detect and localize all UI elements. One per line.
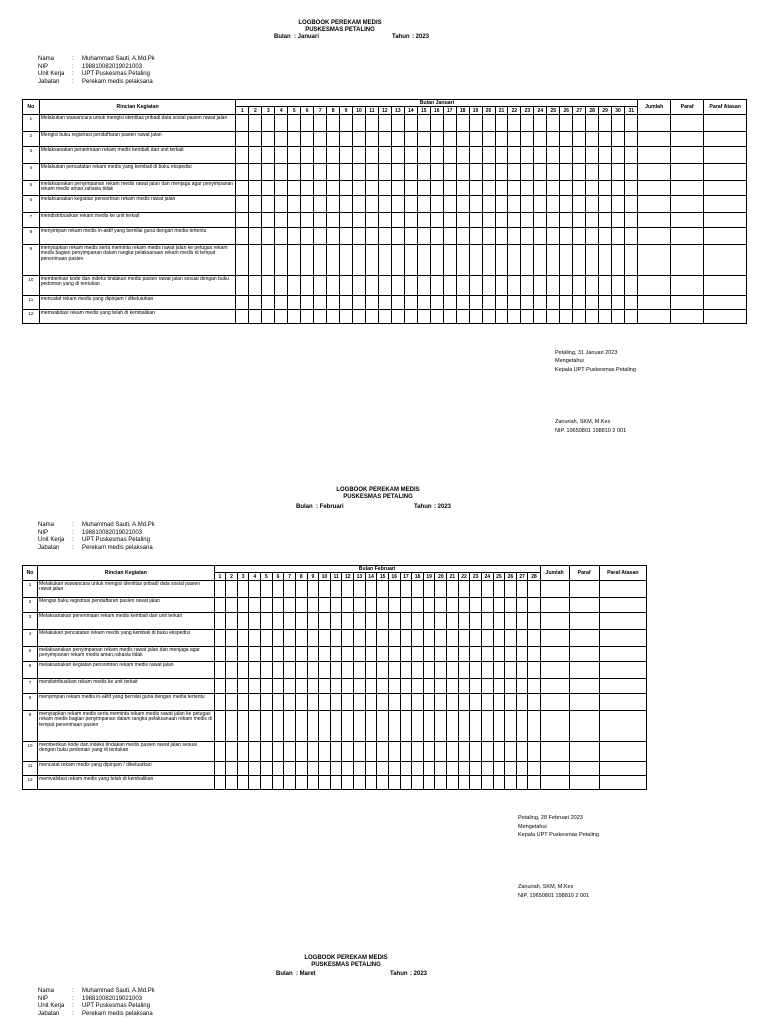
employee-info: Nama : Muhammad Sauti, A.Md.Pk NIP : 198810082019021003 Unit Kerja : UPT Puskesmas Petaling Jabatan : Perekam medis pelaksana	[38, 56, 155, 85]
logbook-subtitle: PUSKESMAS PETALING	[311, 962, 381, 968]
activity-text: menyimpan rekam medis in-aktif yang bernilai guna dengan media tertentu	[39, 228, 236, 245]
unit-kerja-label: Unit Kerja	[38, 1003, 65, 1009]
day-number: 4	[275, 107, 288, 115]
day-number: 27	[573, 107, 586, 115]
day-number: 19	[423, 573, 435, 581]
jabatan-value: Perekam medis pelaksana	[82, 78, 153, 85]
day-number: 27	[516, 573, 528, 581]
day-number: 13	[391, 107, 404, 115]
header-rincian: Rincian Kegiatan	[38, 566, 215, 581]
day-number: 25	[493, 573, 505, 581]
day-number: 12	[378, 107, 391, 115]
sign-nip: NIP. 19650801 198810 2 001	[518, 893, 590, 899]
activity-text: menyimpan rekam medis in-aktif yang bernilai guna dengan media tertentu	[38, 694, 215, 711]
day-number: 1	[214, 573, 226, 581]
day-number: 8	[295, 573, 307, 581]
activity-text: mencatat rekam medis yang dipinjam / dikeluarkan	[38, 762, 215, 776]
day-number: 4	[249, 573, 261, 581]
activity-text: melaksanakan kegiatan pensortiran rekam medis rawat jalan	[38, 662, 215, 679]
tahun-label: Tahun	[414, 504, 432, 510]
activity-text: Melakukan pencatatan rekam medis yang kembali di buku ekspedisi	[39, 164, 236, 181]
activity-no: 8	[23, 694, 38, 711]
unit-kerja-value: UPT Puskesmas Petaling	[82, 537, 150, 543]
logbook-title: LOGBOOK PEREKAM MEDIS	[304, 955, 388, 961]
jabatan-label: Jabatan	[38, 1010, 60, 1017]
day-number: 22	[508, 107, 521, 115]
day-number: 21	[447, 573, 459, 581]
header-jumlah: Jumlah	[638, 100, 670, 115]
activity-no: 1	[23, 581, 38, 598]
day-number: 12	[342, 573, 354, 581]
activity-no: 9	[23, 711, 38, 742]
activity-no: 12	[23, 776, 38, 790]
day-number: 3	[262, 107, 275, 115]
header-rincian: Rincian Kegiatan	[39, 100, 236, 115]
day-number: 29	[599, 107, 612, 115]
jabatan-label: Jabatan	[38, 544, 60, 551]
logbook-title: LOGBOOK PEREKAM MEDIS	[298, 20, 382, 26]
day-number: 22	[458, 573, 470, 581]
day-number: 16	[388, 573, 400, 581]
jabatan-value: Perekam medis pelaksana	[82, 544, 153, 551]
activity-no: 11	[23, 762, 38, 776]
activity-text: Melakukan wawancara untuk mengisi identitas pribadi data sosial pasien rawat jalan	[38, 581, 215, 598]
activity-no: 5	[23, 647, 38, 662]
sign-mengetahui: Mengetahui	[518, 824, 547, 830]
activity-no: 2	[23, 132, 40, 147]
day-number: 2	[226, 573, 238, 581]
bulan-value: : Februari	[316, 504, 344, 510]
header-jumlah: Jumlah	[540, 566, 569, 581]
day-number: 15	[377, 573, 389, 581]
day-number: 14	[404, 107, 417, 115]
day-number: 28	[528, 573, 540, 581]
sign-nip: NIP. 19650801 198810 2 001	[555, 428, 627, 434]
employee-info: Nama : Muhammad Sauti, A.Md.Pk NIP : 198810082019021003 Unit Kerja : UPT Puskesmas Petaling Jabatan : Perekam medis pelaksana	[38, 988, 155, 1017]
day-number: 10	[319, 573, 331, 581]
day-number: 23	[470, 573, 482, 581]
activity-no: 3	[23, 147, 40, 164]
logbook-subtitle: PUSKESMAS PETALING	[305, 27, 375, 33]
day-number: 26	[560, 107, 573, 115]
day-number: 16	[430, 107, 443, 115]
nama-label: Nama	[38, 988, 55, 994]
nip-value: 198810082019021003	[82, 63, 143, 70]
day-number: 3	[237, 573, 249, 581]
day-number: 14	[365, 573, 377, 581]
activity-text: Melaksanakan penerimaan rekam medis kembali dari unit terkait	[38, 613, 215, 630]
sign-role: Kepala UPT Puskesmas Petaling	[555, 367, 636, 373]
activity-text: Mengisi buku registrasi pendaftaran pasien rawat jalan	[39, 132, 236, 147]
header-no: No	[23, 100, 40, 115]
jabatan-label: Jabatan	[38, 78, 60, 85]
day-number: 13	[354, 573, 366, 581]
nip-value: 198810082019021003	[82, 529, 143, 536]
header-month: Bulan Januari	[236, 100, 638, 107]
tahun-label: Tahun	[392, 34, 410, 40]
activity-text: melaksanakan kegiatan pensortiran rekam medis rawat jalan	[39, 196, 236, 213]
activity-no: 3	[23, 613, 38, 630]
activity-text: Melakukan wawancara untuk mengisi identitas pribadi data sosial pasien rawat jalan	[39, 115, 236, 132]
nama-value: Muhammad Sauti, A.Md.Pk	[82, 988, 155, 994]
day-number: 2	[249, 107, 262, 115]
bulan-label: Bulan	[296, 504, 313, 510]
activity-text: Melaksanakan penerimaan rekam medis kembali dari unit terkait	[39, 147, 236, 164]
activity-no: 6	[23, 196, 40, 213]
activity-no: 9	[23, 245, 40, 276]
logbook-subtitle: PUSKESMAS PETALING	[343, 494, 413, 500]
tahun-value: : 2023	[434, 504, 452, 510]
day-number: 24	[481, 573, 493, 581]
sign-date: Petaling, 28 Februari 2023	[518, 815, 583, 821]
unit-kerja-label: Unit Kerja	[38, 537, 65, 543]
activity-text: menyiapkan rekam medis serta meminta rekam medis rawat jalan ke petugas rekam medis bagian penyimpanan dalam rangka pelaksanaan rekam medis di tempat penerimaan pasien	[39, 245, 236, 276]
day-number: 7	[314, 107, 327, 115]
day-number: 20	[482, 107, 495, 115]
nip-value: 198810082019021003	[82, 995, 143, 1002]
day-number: 11	[330, 573, 342, 581]
day-number: 17	[400, 573, 412, 581]
day-number: 7	[284, 573, 296, 581]
day-number: 6	[301, 107, 314, 115]
day-number: 20	[435, 573, 447, 581]
activity-no: 8	[23, 228, 40, 245]
nama-label: Nama	[38, 56, 55, 62]
day-number: 23	[521, 107, 534, 115]
day-number: 9	[340, 107, 353, 115]
activity-no: 10	[23, 742, 38, 762]
day-number: 30	[612, 107, 625, 115]
header-month: Bulan Februari	[214, 566, 540, 573]
logbook-title: LOGBOOK PEREKAM MEDIS	[336, 487, 420, 493]
activity-text: memvalidasi rekam medis yang telah di kembalikan	[39, 310, 236, 324]
activity-no: 6	[23, 662, 38, 679]
activity-text: memberikan kode dan indeks tindakan medis pasien rawat jalan sesuai dengan buku pedoman yang di tentukan	[38, 742, 215, 762]
header-paraf-atasan: Paraf Atasan	[599, 566, 646, 581]
activity-no: 10	[23, 276, 40, 296]
day-number: 5	[261, 573, 273, 581]
activity-no: 11	[23, 296, 40, 310]
day-number: 28	[586, 107, 599, 115]
day-number: 26	[505, 573, 517, 581]
day-number: 24	[534, 107, 547, 115]
activity-no: 5	[23, 181, 40, 196]
day-number: 21	[495, 107, 508, 115]
nip-label: NIP	[38, 63, 49, 70]
sign-role: Kepala UPT Puskesmas Petaling	[518, 832, 599, 838]
activity-text: mencatat rekam medis yang dipinjam / dikeluarkan	[39, 296, 236, 310]
sign-date: Petaling, 31 Januari 2023	[555, 350, 618, 356]
day-number: 5	[288, 107, 301, 115]
activity-text: melaksanakan penyimpanan rekam medis rawat jalan dan menjaga agar penyimpanan rekam medis aman,rahasia tidak	[39, 181, 236, 196]
day-number: 25	[547, 107, 560, 115]
activity-no: 2	[23, 598, 38, 613]
activity-text: mendistribusikan rekam medis ke unit terkait	[38, 679, 215, 694]
unit-kerja-value: UPT Puskesmas Petaling	[82, 1003, 150, 1009]
day-number: 10	[353, 107, 366, 115]
nama-value: Muhammad Sauti, A.Md.Pk	[82, 56, 155, 62]
activity-no: 7	[23, 213, 40, 228]
header-paraf: Paraf	[569, 566, 599, 581]
nama-value: Muhammad Sauti, A.Md.Pk	[82, 522, 155, 528]
tahun-value: : 2023	[412, 34, 430, 40]
activity-text: memvalidasi rekam medis yang telah di kembalikan	[38, 776, 215, 790]
activity-no: 1	[23, 115, 40, 132]
activity-text: Mengisi buku registrasi pendaftaran pasien rawat jalan	[38, 598, 215, 613]
employee-info: Nama : Muhammad Sauti, A.Md.Pk NIP : 198810082019021003 Unit Kerja : UPT Puskesmas Petaling Jabatan : Perekam medis pelaksana	[38, 522, 155, 551]
day-number: 15	[417, 107, 430, 115]
day-number: 8	[327, 107, 340, 115]
jabatan-value: Perekam medis pelaksana	[82, 1010, 153, 1017]
day-number: 18	[412, 573, 424, 581]
nama-label: Nama	[38, 522, 55, 528]
day-number: 9	[307, 573, 319, 581]
header-paraf: Paraf	[670, 100, 704, 115]
bulan-label: Bulan	[276, 971, 293, 977]
nip-label: NIP	[38, 529, 49, 536]
day-number: 31	[625, 107, 638, 115]
day-number: 18	[456, 107, 469, 115]
activity-no: 4	[23, 164, 40, 181]
unit-kerja-label: Unit Kerja	[38, 71, 65, 77]
tahun-label: Tahun	[390, 971, 408, 977]
activity-text: Melakukan pencatatan rekam medis yang kembali di buku ekspedisi	[38, 630, 215, 647]
bulan-value: : Januari	[294, 34, 320, 40]
activity-no: 4	[23, 630, 38, 647]
activity-text: menyiapkan rekam medis serta meminta rekam medis rawat jalan ke petugas rekam medis bagian penyimpanan dalam rangka pelaksanaan rekam medis di tempat penerimaan pasien	[38, 711, 215, 742]
activity-text: melaksanakan penyimpanan rekam medis rawat jalan dan menjaga agar penyimpanan rekam medis aman,rahasia tidak	[38, 647, 215, 662]
activity-text: mendistribusikan rekam medis ke unit terkait	[39, 213, 236, 228]
activity-no: 7	[23, 679, 38, 694]
day-number: 19	[469, 107, 482, 115]
sign-mengetahui: Mengetahui	[555, 358, 584, 364]
unit-kerja-value: UPT Puskesmas Petaling	[82, 71, 150, 77]
header-no: No	[23, 566, 38, 581]
day-number: 11	[365, 107, 378, 115]
sign-name: Zanuriah, SKM, M.Kes	[555, 419, 611, 425]
bulan-value: : Maret	[296, 971, 316, 977]
day-number: 6	[272, 573, 284, 581]
tahun-value: : 2023	[410, 971, 428, 977]
header-paraf-atasan: Paraf Atasan	[704, 100, 747, 115]
day-number: 17	[443, 107, 456, 115]
sign-name: Zanuriah, SKM, M.Kes	[518, 884, 574, 890]
activity-no: 12	[23, 310, 40, 324]
bulan-label: Bulan	[274, 34, 291, 40]
activity-text: memberikan kode dan indeks tindakan medis pasien rawat jalan sesuai dengan buku pedoman yang di tentukan	[39, 276, 236, 296]
nip-label: NIP	[38, 995, 49, 1002]
day-number: 1	[236, 107, 249, 115]
